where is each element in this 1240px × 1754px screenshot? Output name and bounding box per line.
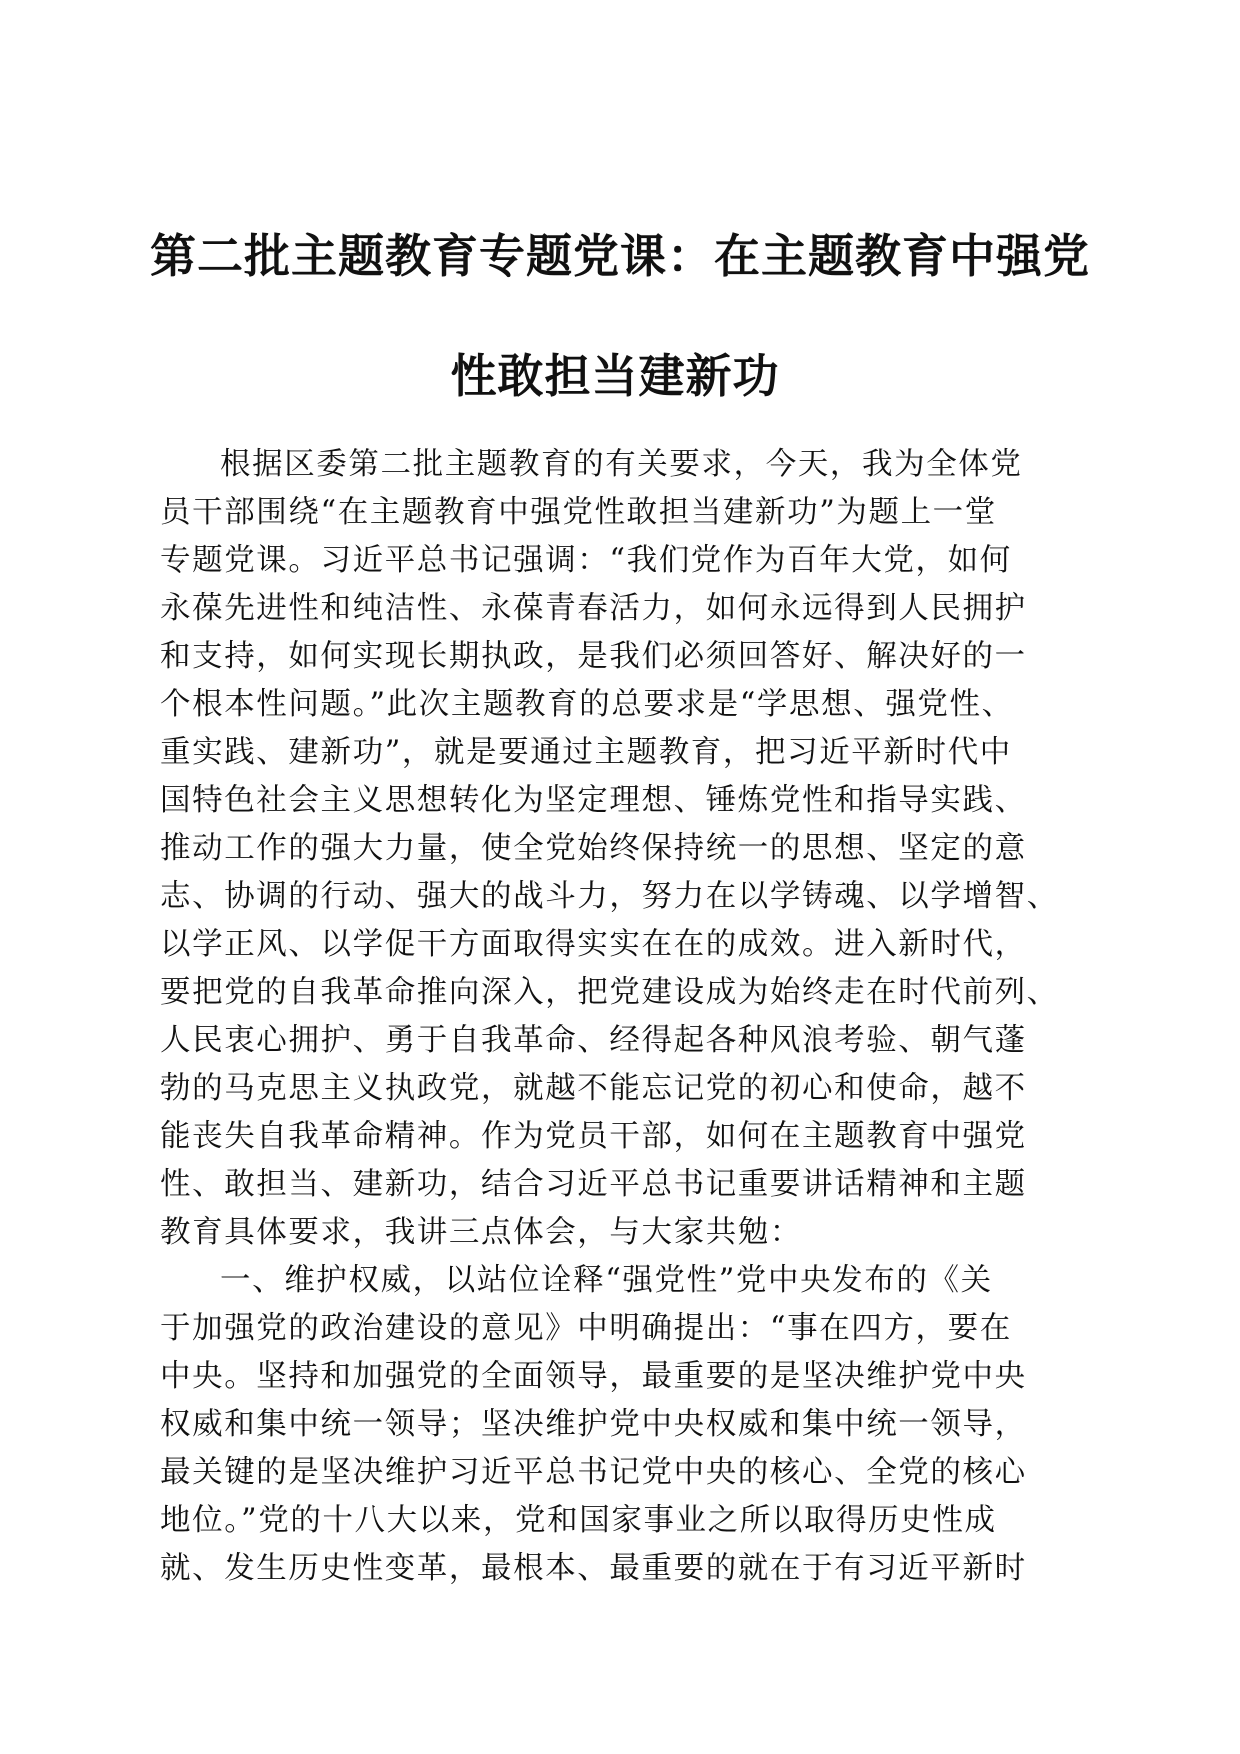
- paragraph-1-line: 人民衷心拥护、勇于自我革命、经得起各种风浪考验、朝气蓬: [160, 1023, 1027, 1058]
- paragraph-1-line: 勃的马克思主义执政党，就越不能忘记党的初心和使命，越不: [160, 1071, 1027, 1106]
- document-title-line-2: 性敢担当建新功: [450, 349, 780, 403]
- document-title-line-1: 第二批主题教育专题党课：在主题教育中强党: [150, 229, 1090, 283]
- paragraph-1-line: 重实践、建新功”，就是要通过主题教育，把习近平新时代中: [160, 735, 1012, 770]
- paragraph-1-line: 员干部围绕“在主题教育中强党性敢担当建新功”为题上一堂: [160, 495, 997, 530]
- paragraph-1-line: 永葆先进性和纯洁性、永葆青春活力，如何永远得到人民拥护: [160, 591, 1027, 626]
- paragraph-1-line: 和支持，如何实现长期执政，是我们必须回答好、解决好的一: [160, 639, 1027, 674]
- paragraph-2-line: 权威和集中统一领导；坚决维护党中央权威和集中统一领导，: [160, 1407, 1027, 1442]
- paragraph-1-line: 专题党课。习近平总书记强调：“我们党作为百年大党，如何: [160, 543, 1012, 578]
- paragraph-2-line: 地位。”党的十八大以来，党和国家事业之所以取得历史性成: [160, 1503, 997, 1538]
- paragraph-1-line: 推动工作的强大力量，使全党始终保持统一的思想、坚定的意: [160, 831, 1027, 866]
- paragraph-1-line: 个根本性问题。”此次主题教育的总要求是“学思想、强党性、: [160, 687, 1014, 722]
- paragraph-1-line: 教育具体要求，我讲三点体会，与大家共勉：: [160, 1215, 802, 1250]
- paragraph-1-line: 根据区委第二批主题教育的有关要求，今天，我为全体党: [220, 447, 1023, 482]
- paragraph-1-line: 要把党的自我革命推向深入，把党建设成为始终走在时代前列、: [160, 975, 1059, 1010]
- paragraph-2-line: 一、维护权威，以站位诠释“强党性”党中央发布的《关: [220, 1263, 993, 1298]
- paragraph-1-line: 以学正风、以学促干方面取得实实在在的成效。进入新时代，: [160, 927, 1027, 962]
- paragraph-2-line: 中央。坚持和加强党的全面领导，最重要的是坚决维护党中央: [160, 1359, 1027, 1394]
- paragraph-1-line: 性、敢担当、建新功，结合习近平总书记重要讲话精神和主题: [160, 1167, 1027, 1202]
- paragraph-2-line: 最关键的是坚决维护习近平总书记党中央的核心、全党的核心: [160, 1455, 1027, 1490]
- paragraph-2-line: 就、发生历史性变革，最根本、最重要的就在于有习近平新时: [160, 1551, 1027, 1586]
- paragraph-2-line: 于加强党的政治建设的意见》中明确提出：“事在四方，要在: [160, 1311, 1012, 1346]
- paragraph-1-line: 志、协调的行动、强大的战斗力，努力在以学铸魂、以学增智、: [160, 879, 1059, 914]
- paragraph-1-line: 能丧失自我革命精神。作为党员干部，如何在主题教育中强党: [160, 1119, 1027, 1154]
- paragraph-1-line: 国特色社会主义思想转化为坚定理想、锤炼党性和指导实践、: [160, 783, 1027, 818]
